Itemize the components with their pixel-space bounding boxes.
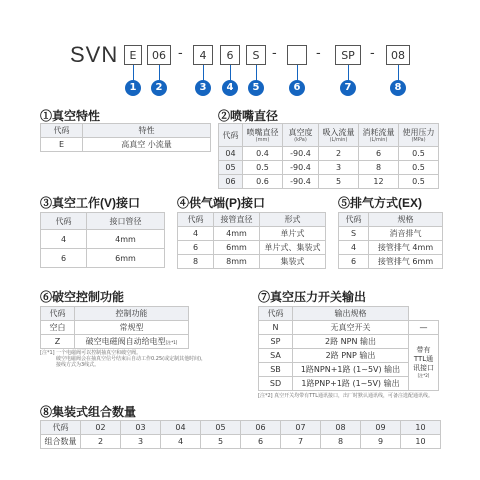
header-cell: 喷嘴直径 (mm) [243, 124, 283, 147]
cell: 破空电磁阀自动给电型[注*1] [75, 335, 189, 349]
header-cell: 接口管径 [87, 213, 165, 230]
side-dash: — [409, 321, 439, 335]
table-row [339, 227, 443, 241]
badge-5: 5 [248, 80, 264, 96]
cell: 0.5 [399, 161, 439, 175]
cell: E [41, 138, 83, 152]
cell: 4mm [214, 227, 260, 241]
cell: 1路PNP+1路 (1~5V) 输出 [293, 377, 409, 391]
cell: -90.4 [283, 161, 319, 175]
section-5-title: ⑤排气方式(EX) [338, 196, 423, 210]
table-row [219, 161, 439, 175]
blank-cell [409, 307, 439, 321]
header-cell: 特性 [83, 124, 211, 138]
model-prefix: SVN [70, 42, 119, 67]
code-box-3: 4 [193, 45, 213, 65]
cell: 1路NPN+1路 (1~5V) 输出 [293, 363, 409, 377]
cell: 6 [359, 147, 399, 161]
code-box-2: 06 [147, 45, 171, 65]
header-cell: 代码 [41, 124, 83, 138]
cell: 4 [161, 435, 201, 449]
cell: 接管排气 4mm [369, 241, 443, 255]
table-row [41, 230, 165, 249]
table-header-row [41, 124, 211, 138]
nozzle-diameter-table [218, 123, 439, 189]
connector-line [398, 65, 399, 81]
cell: 9 [361, 435, 401, 449]
header-cell: 02 [81, 421, 121, 435]
badge-8: 8 [390, 80, 406, 96]
table-row [178, 241, 326, 255]
cell: 4mm [87, 230, 165, 249]
header-cell: 代码 [259, 307, 293, 321]
cell: 0.5 [243, 161, 283, 175]
cell: 0.5 [399, 147, 439, 161]
cell: 2路 PNP 输出 [293, 349, 409, 363]
table-row [41, 321, 189, 335]
connector-line [133, 65, 134, 81]
connector-line [159, 65, 160, 81]
header-cell: 10 [401, 421, 441, 435]
header-cell: 使用压力 (MPa) [399, 124, 439, 147]
cell: 单片式 [260, 227, 326, 241]
connector-line [297, 65, 298, 81]
code-box-1: E [124, 45, 142, 65]
section-3-title: ③真空工作(V)接口 [40, 196, 140, 210]
cell: 0.4 [243, 147, 283, 161]
cell: 高真空 小流量 [83, 138, 211, 152]
manifold-quantity-table [40, 420, 441, 449]
header-cell: 规格 [369, 213, 443, 227]
table-row [41, 421, 441, 435]
section-6-title: ⑥破空控制功能 [40, 290, 125, 304]
cell: 5 [319, 175, 359, 189]
ttl-interface-cell: 带有TTL通讯接口 [注*2] [409, 335, 439, 391]
header-cell: 代码 [178, 213, 214, 227]
table-row [41, 249, 165, 268]
code-box-7: SP [335, 45, 361, 65]
cell: 3 [319, 161, 359, 175]
cell: 6mm [87, 249, 165, 268]
cell: 空白 [41, 321, 75, 335]
table-row [41, 335, 189, 349]
cell: 0.6 [243, 175, 283, 189]
cell: S [339, 227, 369, 241]
cell: 8 [321, 435, 361, 449]
cell: 05 [219, 161, 243, 175]
table-row [339, 255, 443, 269]
table-header-row [41, 307, 189, 321]
code-box-6 [287, 45, 307, 65]
vacuum-characteristic-table [40, 123, 211, 152]
cell: N [259, 321, 293, 335]
cell: SD [259, 377, 293, 391]
header-cell: 07 [281, 421, 321, 435]
cell: SA [259, 349, 293, 363]
vacuum-break-table [40, 306, 189, 349]
code-dash: - [178, 46, 183, 61]
table-header-row [259, 307, 439, 321]
cell: 单片式、集装式 [260, 241, 326, 255]
cell: 5 [201, 435, 241, 449]
header-cell: 04 [161, 421, 201, 435]
cell: 无真空开关 [293, 321, 409, 335]
badge-7: 7 [340, 80, 356, 96]
table-row [41, 138, 211, 152]
cell: 12 [359, 175, 399, 189]
connector-line [230, 65, 231, 81]
pressure-switch-table [258, 306, 439, 391]
section-7-note: [注*2] 真空开关均带有TTL通讯接口，出厂时默认通讯线，可备注选配通讯线。 [258, 393, 433, 399]
badge-3: 3 [195, 80, 211, 96]
table-row [219, 147, 439, 161]
cell: 10 [401, 435, 441, 449]
table-row [178, 227, 326, 241]
table-header-row [339, 213, 443, 227]
connector-line [256, 65, 257, 81]
cell: 4 [178, 227, 214, 241]
cell: 04 [219, 147, 243, 161]
badge-1: 1 [125, 80, 141, 96]
section-7-title: ⑦真空压力开关输出 [258, 290, 367, 304]
cell: 常规型 [75, 321, 189, 335]
table-row [178, 255, 326, 269]
header-cell: 吸入流量 (L/min) [319, 124, 359, 147]
header-cell: 05 [201, 421, 241, 435]
cell: -90.4 [283, 147, 319, 161]
code-box-5: S [246, 45, 266, 65]
header-cell: 控制功能 [75, 307, 189, 321]
cell: 6 [241, 435, 281, 449]
row-label: 代码 [41, 421, 81, 435]
cell: 消音排气 [369, 227, 443, 241]
badge-2: 2 [151, 80, 167, 96]
cell: SP [259, 335, 293, 349]
code-box-8: 08 [386, 45, 410, 65]
cell: 0.5 [399, 175, 439, 189]
cell: -90.4 [283, 175, 319, 189]
connector-line [203, 65, 204, 81]
cell: 4 [41, 230, 87, 249]
header-cell: 输出规格 [293, 307, 409, 321]
code-dash: - [272, 46, 277, 61]
section-4-title: ④供气端(P)接口 [177, 196, 265, 210]
header-cell: 代码 [219, 124, 243, 147]
cell: 6mm [214, 241, 260, 255]
section-1-title: ①真空特性 [40, 109, 101, 123]
cell: Z [41, 335, 75, 349]
code-dash: - [370, 46, 375, 61]
cell: 8 [359, 161, 399, 175]
cell: 3 [121, 435, 161, 449]
cell: 8 [178, 255, 214, 269]
code-box-4: 6 [220, 45, 240, 65]
badge-6: 6 [289, 80, 305, 96]
header-cell: 消耗流量 (L/min) [359, 124, 399, 147]
header-cell: 代码 [41, 213, 87, 230]
cell: 6 [178, 241, 214, 255]
table-row [259, 321, 439, 335]
exhaust-table [338, 212, 443, 269]
cell: 4 [339, 241, 369, 255]
cell: 2 [319, 147, 359, 161]
header-cell: 06 [241, 421, 281, 435]
header-cell: 代码 [41, 307, 75, 321]
note-line: 破空电磁阀会在抽真空信号结束后自动工作0.25(或定制其他时间)， [56, 356, 207, 362]
supply-port-table [177, 212, 326, 269]
table-row [259, 335, 439, 349]
header-cell: 代码 [339, 213, 369, 227]
cell: 2路 NPN 输出 [293, 335, 409, 349]
badge-4: 4 [222, 80, 238, 96]
table-header-row [219, 124, 439, 147]
header-cell: 形式 [260, 213, 326, 227]
cell: SB [259, 363, 293, 377]
note-line: [注*1] 一个电磁阀可以控制抽真空和破空阀。 [40, 350, 142, 356]
header-cell: 接管直径 [214, 213, 260, 227]
cell: 06 [219, 175, 243, 189]
section-6-notes [40, 350, 210, 368]
header-cell: 真空度 (kPa) [283, 124, 319, 147]
vacuum-port-table [40, 212, 165, 268]
note-line: 接线方式为3线式。 [56, 362, 100, 368]
table-header-row [41, 213, 165, 230]
code-dash: - [316, 46, 321, 61]
cell: 2 [81, 435, 121, 449]
cell: 6 [339, 255, 369, 269]
header-cell: 08 [321, 421, 361, 435]
section-8-title: ⑧集装式组合数量 [40, 405, 137, 419]
row-label: 组合数量 [41, 435, 81, 449]
cell: 6 [41, 249, 87, 268]
connector-line [348, 65, 349, 81]
cell: 8mm [214, 255, 260, 269]
cell: 集装式 [260, 255, 326, 269]
table-row [41, 435, 441, 449]
table-header-row [178, 213, 326, 227]
cell: 接管排气 6mm [369, 255, 443, 269]
header-cell: 09 [361, 421, 401, 435]
cell: 7 [281, 435, 321, 449]
section-2-title: ②喷嘴直径 [218, 109, 279, 123]
table-row [339, 241, 443, 255]
header-cell: 03 [121, 421, 161, 435]
table-row [219, 175, 439, 189]
